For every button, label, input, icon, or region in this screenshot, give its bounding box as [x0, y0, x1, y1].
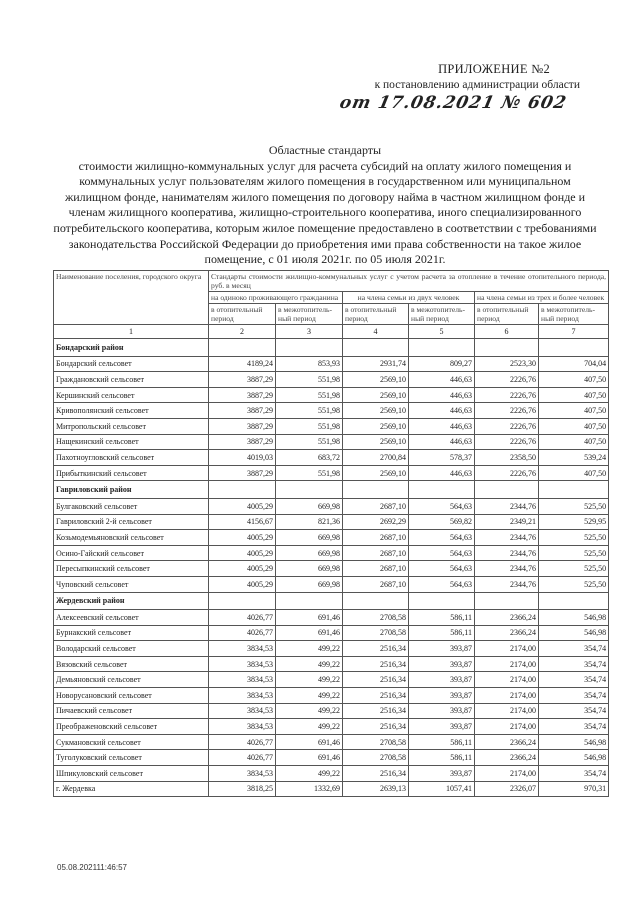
- empty-cell: [475, 592, 539, 610]
- value-cell: 2226,76: [475, 465, 539, 481]
- value-cell: 446,63: [409, 387, 475, 403]
- value-cell: 499,22: [276, 641, 343, 657]
- value-cell: 2687,10: [343, 530, 409, 546]
- district-name: Гавриловский район: [54, 481, 209, 499]
- value-cell: 569,82: [409, 514, 475, 530]
- table-row: [54, 465, 609, 481]
- value-cell: 3834,53: [209, 703, 276, 719]
- header-heating-4: в отопительный период: [343, 304, 409, 325]
- value-cell: 354,74: [539, 672, 609, 688]
- value-cell: 499,22: [276, 719, 343, 735]
- settlement-name: Пересыпкинский сельсовет: [54, 561, 209, 577]
- settlement-name: Пичаевский сельсовет: [54, 703, 209, 719]
- value-cell: 2708,58: [343, 610, 409, 626]
- settlement-name: Шпикуловский сельсовет: [54, 766, 209, 782]
- value-cell: 1332,69: [276, 781, 343, 797]
- district-name: Бондарский район: [54, 339, 209, 357]
- value-cell: 393,87: [409, 656, 475, 672]
- empty-cell: [276, 481, 343, 499]
- table-row: [54, 750, 609, 766]
- appendix-subtitle: к постановлению администрации области: [374, 79, 580, 91]
- table-row: [54, 450, 609, 466]
- settlement-name: Бурнакский сельсовет: [54, 625, 209, 641]
- settlement-name: Пахотноугловский сельсовет: [54, 450, 209, 466]
- value-cell: 2174,00: [475, 656, 539, 672]
- value-cell: 393,87: [409, 641, 475, 657]
- value-cell: 586,11: [409, 750, 475, 766]
- value-cell: 525,50: [539, 498, 609, 514]
- header-single: на одиноко проживающего гражданина: [209, 292, 343, 304]
- value-cell: 2174,00: [475, 672, 539, 688]
- header-heating-2: в отопительный период: [209, 304, 276, 325]
- value-cell: 499,22: [276, 672, 343, 688]
- header-two: на члена семьи из двух человек: [343, 292, 475, 304]
- value-cell: 407,50: [539, 403, 609, 419]
- value-cell: 2687,10: [343, 576, 409, 592]
- value-cell: 407,50: [539, 465, 609, 481]
- value-cell: 354,74: [539, 703, 609, 719]
- index-row: [54, 325, 609, 339]
- value-cell: 2344,76: [475, 498, 539, 514]
- value-cell: 3834,53: [209, 672, 276, 688]
- value-cell: 2569,10: [343, 387, 409, 403]
- settlement-name: г. Жердевка: [54, 781, 209, 797]
- settlement-name: Алексеевский сельсовет: [54, 610, 209, 626]
- empty-cell: [409, 592, 475, 610]
- empty-cell: [539, 339, 609, 357]
- value-cell: 354,74: [539, 656, 609, 672]
- value-cell: 2226,76: [475, 403, 539, 419]
- empty-cell: [475, 339, 539, 357]
- value-cell: 2516,34: [343, 719, 409, 735]
- value-cell: 4189,24: [209, 356, 276, 372]
- value-cell: 2366,24: [475, 610, 539, 626]
- value-cell: 2708,58: [343, 734, 409, 750]
- value-cell: 564,63: [409, 576, 475, 592]
- value-cell: 2687,10: [343, 498, 409, 514]
- value-cell: 3887,29: [209, 403, 276, 419]
- value-cell: 407,50: [539, 387, 609, 403]
- value-cell: 525,50: [539, 545, 609, 561]
- value-cell: 551,98: [276, 434, 343, 450]
- value-cell: 1057,41: [409, 781, 475, 797]
- settlement-name: Новорусановский сельсовет: [54, 688, 209, 704]
- value-cell: 3834,53: [209, 688, 276, 704]
- value-cell: 2344,76: [475, 545, 539, 561]
- value-cell: 393,87: [409, 703, 475, 719]
- table-row: [54, 514, 609, 530]
- table-row: [54, 387, 609, 403]
- value-cell: 2344,76: [475, 576, 539, 592]
- value-cell: 407,50: [539, 434, 609, 450]
- table-row: [54, 530, 609, 546]
- value-cell: 4019,03: [209, 450, 276, 466]
- value-cell: 691,46: [276, 625, 343, 641]
- header-nonheating-3: в межотопитель-ный период: [276, 304, 343, 325]
- value-cell: 564,63: [409, 545, 475, 561]
- value-cell: 499,22: [276, 656, 343, 672]
- table-row: [54, 719, 609, 735]
- empty-cell: [343, 339, 409, 357]
- value-cell: 2516,34: [343, 688, 409, 704]
- settlement-name: Вязовский сельсовет: [54, 656, 209, 672]
- district-row: [54, 592, 609, 610]
- value-cell: 4026,77: [209, 734, 276, 750]
- value-cell: 393,87: [409, 672, 475, 688]
- value-cell: 446,63: [409, 403, 475, 419]
- value-cell: 2516,34: [343, 656, 409, 672]
- header-nonheating-5: в межотопитель-ный период: [409, 304, 475, 325]
- table-row: [54, 625, 609, 641]
- value-cell: 3834,53: [209, 656, 276, 672]
- value-cell: 551,98: [276, 403, 343, 419]
- district-row: [54, 481, 609, 499]
- value-cell: 546,98: [539, 750, 609, 766]
- value-cell: 446,63: [409, 372, 475, 388]
- value-cell: 354,74: [539, 719, 609, 735]
- value-cell: 2687,10: [343, 561, 409, 577]
- empty-cell: [343, 481, 409, 499]
- empty-cell: [539, 481, 609, 499]
- table-row: [54, 356, 609, 372]
- value-cell: 2516,34: [343, 766, 409, 782]
- value-cell: 354,74: [539, 766, 609, 782]
- empty-cell: [209, 592, 276, 610]
- value-cell: 691,46: [276, 734, 343, 750]
- empty-cell: [276, 339, 343, 357]
- table-row: [54, 641, 609, 657]
- value-cell: 4005,29: [209, 498, 276, 514]
- value-cell: 2569,10: [343, 465, 409, 481]
- settlement-name: Кершинский сельсовет: [54, 387, 209, 403]
- value-cell: 546,98: [539, 734, 609, 750]
- settlement-name: Нащекинский сельсовет: [54, 434, 209, 450]
- value-cell: 499,22: [276, 688, 343, 704]
- value-cell: 3887,29: [209, 434, 276, 450]
- value-cell: 3887,29: [209, 465, 276, 481]
- value-cell: 4156,67: [209, 514, 276, 530]
- header-group: Стандарты стоимости жилищно-коммунальных услуг с учетом расчета за отопление в течение отопительного периода, руб. в месяц: [209, 271, 609, 292]
- index-cell: 7: [539, 325, 609, 339]
- empty-cell: [409, 339, 475, 357]
- settlement-name: Прибыткинский сельсовет: [54, 465, 209, 481]
- settlement-name: Граждановский сельсовет: [54, 372, 209, 388]
- settlement-name: Туголуковский сельсовет: [54, 750, 209, 766]
- document-title: [50, 143, 600, 268]
- value-cell: 525,50: [539, 576, 609, 592]
- header-heating-6: в отопительный период: [475, 304, 539, 325]
- value-cell: 2931,74: [343, 356, 409, 372]
- value-cell: 2174,00: [475, 719, 539, 735]
- value-cell: 3818,25: [209, 781, 276, 797]
- value-cell: 3834,53: [209, 766, 276, 782]
- index-cell: 1: [54, 325, 209, 339]
- value-cell: 2366,24: [475, 625, 539, 641]
- appendix-block: [330, 62, 580, 113]
- value-cell: 2174,00: [475, 688, 539, 704]
- value-cell: 4026,77: [209, 750, 276, 766]
- table-row: [54, 545, 609, 561]
- value-cell: 3887,29: [209, 418, 276, 434]
- table-row: [54, 688, 609, 704]
- value-cell: 2516,34: [343, 703, 409, 719]
- district-name: Жердевский район: [54, 592, 209, 610]
- empty-cell: [409, 481, 475, 499]
- value-cell: 586,11: [409, 610, 475, 626]
- handwritten-date-number: от 17.08.2021 № 602: [337, 93, 569, 113]
- settlement-name: Володарский сельсовет: [54, 641, 209, 657]
- value-cell: 446,63: [409, 418, 475, 434]
- settlement-name: Осино-Гайский сельсовет: [54, 545, 209, 561]
- index-cell: 2: [209, 325, 276, 339]
- value-cell: 551,98: [276, 418, 343, 434]
- value-cell: 669,98: [276, 498, 343, 514]
- value-cell: 3887,29: [209, 372, 276, 388]
- value-cell: 525,50: [539, 561, 609, 577]
- value-cell: 539,24: [539, 450, 609, 466]
- header-three: на члена семьи из трех и более человек: [475, 292, 609, 304]
- value-cell: 821,36: [276, 514, 343, 530]
- value-cell: 4005,29: [209, 545, 276, 561]
- value-cell: 2349,21: [475, 514, 539, 530]
- table-row: [54, 372, 609, 388]
- index-cell: 6: [475, 325, 539, 339]
- value-cell: 669,98: [276, 561, 343, 577]
- value-cell: 2226,76: [475, 372, 539, 388]
- value-cell: 809,27: [409, 356, 475, 372]
- value-cell: 2358,50: [475, 450, 539, 466]
- table-row: [54, 498, 609, 514]
- value-cell: 2174,00: [475, 641, 539, 657]
- value-cell: 499,22: [276, 703, 343, 719]
- value-cell: 2708,58: [343, 625, 409, 641]
- district-row: [54, 339, 609, 357]
- value-cell: 2174,00: [475, 766, 539, 782]
- settlement-name: Сукмановский сельсовет: [54, 734, 209, 750]
- document-title-line1: Областные стандарты: [268, 143, 382, 157]
- value-cell: 2516,34: [343, 641, 409, 657]
- value-cell: 4005,29: [209, 561, 276, 577]
- value-cell: 551,98: [276, 372, 343, 388]
- value-cell: 2569,10: [343, 418, 409, 434]
- value-cell: 691,46: [276, 610, 343, 626]
- value-cell: 564,63: [409, 530, 475, 546]
- value-cell: 393,87: [409, 766, 475, 782]
- value-cell: 2523,30: [475, 356, 539, 372]
- value-cell: 3834,53: [209, 719, 276, 735]
- value-cell: 2344,76: [475, 530, 539, 546]
- settlement-name: Преображеновский сельсовет: [54, 719, 209, 735]
- value-cell: 446,63: [409, 465, 475, 481]
- value-cell: 4026,77: [209, 625, 276, 641]
- value-cell: 499,22: [276, 766, 343, 782]
- value-cell: 3834,53: [209, 641, 276, 657]
- value-cell: 2569,10: [343, 403, 409, 419]
- document-title-body: стоимости жилищно-коммунальных услуг для расчета субсидий на оплату жилого помещения и коммунальных услуг пользователям жилого помещения в государственном или муниципальном жилищном фонде, нанимателям жилого помещения по договору найма в частном жилищном фонде и членам жилищного кооператива, жилищно-строительного кооператива, иного специализированного потребительского кооператива, которым жилое помещение предоставлено в соответствии с требованиями законодательства Российской Федерации до приобретения ими права собственности на такое жилое помещение, с 01 июля 2021г. по 05 июля 2021г.: [53, 158, 597, 267]
- settlement-name: Козьмодемьяновский сельсовет: [54, 530, 209, 546]
- value-cell: 970,31: [539, 781, 609, 797]
- index-cell: 3: [276, 325, 343, 339]
- value-cell: 669,98: [276, 576, 343, 592]
- value-cell: 853,93: [276, 356, 343, 372]
- value-cell: 546,98: [539, 610, 609, 626]
- value-cell: 2692,29: [343, 514, 409, 530]
- value-cell: 2344,76: [475, 561, 539, 577]
- header-nonheating-7: в межотопитель-ный период: [539, 304, 609, 325]
- table-row: [54, 403, 609, 419]
- settlement-name: Кривополянский сельсовет: [54, 403, 209, 419]
- value-cell: 4005,29: [209, 530, 276, 546]
- value-cell: 2700,84: [343, 450, 409, 466]
- value-cell: 3887,29: [209, 387, 276, 403]
- table-row: [54, 781, 609, 797]
- value-cell: 529,95: [539, 514, 609, 530]
- value-cell: 2516,34: [343, 672, 409, 688]
- table-row: [54, 576, 609, 592]
- header-name-column: Наименование поселения, городского округа: [54, 271, 209, 325]
- empty-cell: [209, 339, 276, 357]
- settlement-name: Гавриловский 2-й сельсовет: [54, 514, 209, 530]
- index-cell: 4: [343, 325, 409, 339]
- value-cell: 551,98: [276, 465, 343, 481]
- table-row: [54, 610, 609, 626]
- value-cell: 4026,77: [209, 610, 276, 626]
- value-cell: 586,11: [409, 625, 475, 641]
- value-cell: 2366,24: [475, 734, 539, 750]
- value-cell: 393,87: [409, 719, 475, 735]
- empty-cell: [343, 592, 409, 610]
- value-cell: 2569,10: [343, 434, 409, 450]
- value-cell: 354,74: [539, 641, 609, 657]
- value-cell: 525,50: [539, 530, 609, 546]
- value-cell: 669,98: [276, 545, 343, 561]
- empty-cell: [209, 481, 276, 499]
- value-cell: 407,50: [539, 372, 609, 388]
- value-cell: 704,04: [539, 356, 609, 372]
- value-cell: 354,74: [539, 688, 609, 704]
- empty-cell: [539, 592, 609, 610]
- table-row: [54, 434, 609, 450]
- table-row: [54, 418, 609, 434]
- value-cell: 578,37: [409, 450, 475, 466]
- print-timestamp: 05.08.202111:46:57: [57, 863, 127, 872]
- value-cell: 546,98: [539, 625, 609, 641]
- value-cell: 2569,10: [343, 372, 409, 388]
- table-row: [54, 656, 609, 672]
- appendix-title: ПРИЛОЖЕНИЕ №2: [438, 62, 550, 76]
- value-cell: 2226,76: [475, 387, 539, 403]
- value-cell: 407,50: [539, 418, 609, 434]
- empty-cell: [276, 592, 343, 610]
- value-cell: 564,63: [409, 561, 475, 577]
- value-cell: 393,87: [409, 688, 475, 704]
- settlement-name: Булгаковский сельсовет: [54, 498, 209, 514]
- header-row-1: [54, 271, 609, 292]
- settlement-name: Бондарский сельсовет: [54, 356, 209, 372]
- table-row: [54, 672, 609, 688]
- standards-table: [53, 270, 609, 797]
- table-row: [54, 766, 609, 782]
- value-cell: 669,98: [276, 530, 343, 546]
- settlement-name: Чуповский сельсовет: [54, 576, 209, 592]
- value-cell: 564,63: [409, 498, 475, 514]
- value-cell: 4005,29: [209, 576, 276, 592]
- value-cell: 2226,76: [475, 434, 539, 450]
- value-cell: 2687,10: [343, 545, 409, 561]
- value-cell: 691,46: [276, 750, 343, 766]
- index-cell: 5: [409, 325, 475, 339]
- value-cell: 2326,07: [475, 781, 539, 797]
- value-cell: 446,63: [409, 434, 475, 450]
- value-cell: 2639,13: [343, 781, 409, 797]
- table-row: [54, 561, 609, 577]
- settlement-name: Демьяновский сельсовет: [54, 672, 209, 688]
- settlement-name: Митропольский сельсовет: [54, 418, 209, 434]
- table-row: [54, 734, 609, 750]
- value-cell: 2366,24: [475, 750, 539, 766]
- empty-cell: [475, 481, 539, 499]
- value-cell: 2226,76: [475, 418, 539, 434]
- value-cell: 2708,58: [343, 750, 409, 766]
- value-cell: 2174,00: [475, 703, 539, 719]
- table-row: [54, 703, 609, 719]
- value-cell: 586,11: [409, 734, 475, 750]
- value-cell: 551,98: [276, 387, 343, 403]
- value-cell: 683,72: [276, 450, 343, 466]
